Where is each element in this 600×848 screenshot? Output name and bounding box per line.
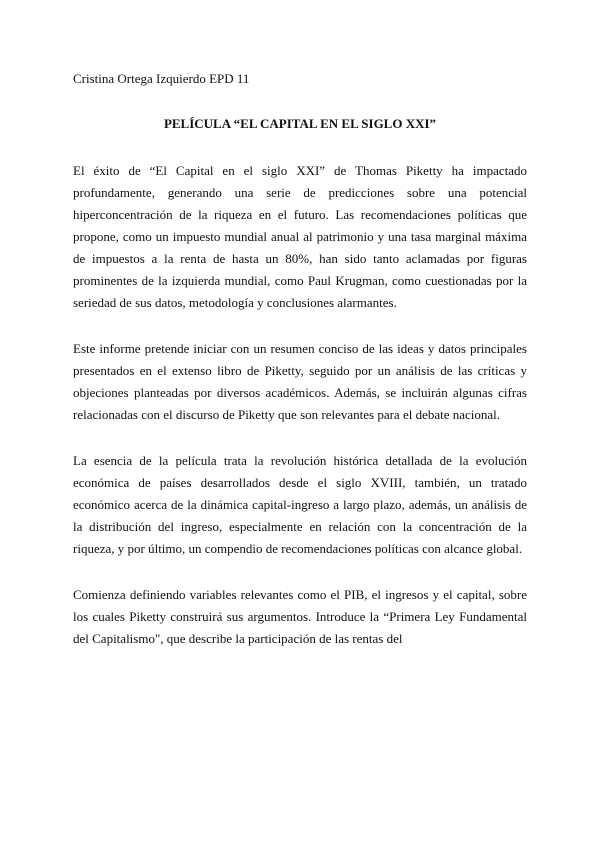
- author-line: Cristina Ortega Izquierdo EPD 11: [73, 71, 250, 86]
- paragraph-2: Este informe pretende iniciar con un resumen conciso de las ideas y datos principales presentados en el extenso libro de Piketty, seguido por un análisis de las críticas y objeciones planteadas por diversos académicos. Además, se incluirán algunas cifras relacionadas con el discurso de Piketty que son relevantes para el debate nacional.: [73, 341, 527, 422]
- paragraph-1: El éxito de “El Capital en el siglo XXI” de Thomas Piketty ha impactado profundamente, generando una serie de predicciones sobre una potencial hiperconcentración de la riqueza en el futuro. Las recomendaciones políticas que propone, como un impuesto mundial anual al patrimonio y una tasa marginal máxima de impuestos a la renta de hasta un 80%, han sido tanto aclamadas por figuras prominentes de la izquierda mundial, como Paul Krugman, como cuestionadas por la seriedad de sus datos, metodología y conclusiones alarmantes.: [73, 163, 527, 310]
- document-title: PELÍCULA “EL CAPITAL EN EL SIGLO XXI”: [163, 116, 437, 131]
- paragraph-4: Comienza definiendo variables relevantes como el PIB, el ingresos y el capital, sobre los cuales Piketty construirá sus argumentos. Introduce la “Primera Ley Fundamental del Capitalismo", que describe la participación de las rentas del: [73, 587, 527, 646]
- paragraph-3: La esencia de la película trata la revolución histórica detallada de la evolución económica de países desarrollados desde el siglo XVIII, también, un tratado económico acerca de la dinámica capital-ingreso a largo plazo, además, un análisis de la distribución del ingreso, especialmente en relación con la concentración de la riqueza, y por último, un compendio de recomendaciones políticas con alcance global.: [73, 453, 527, 556]
